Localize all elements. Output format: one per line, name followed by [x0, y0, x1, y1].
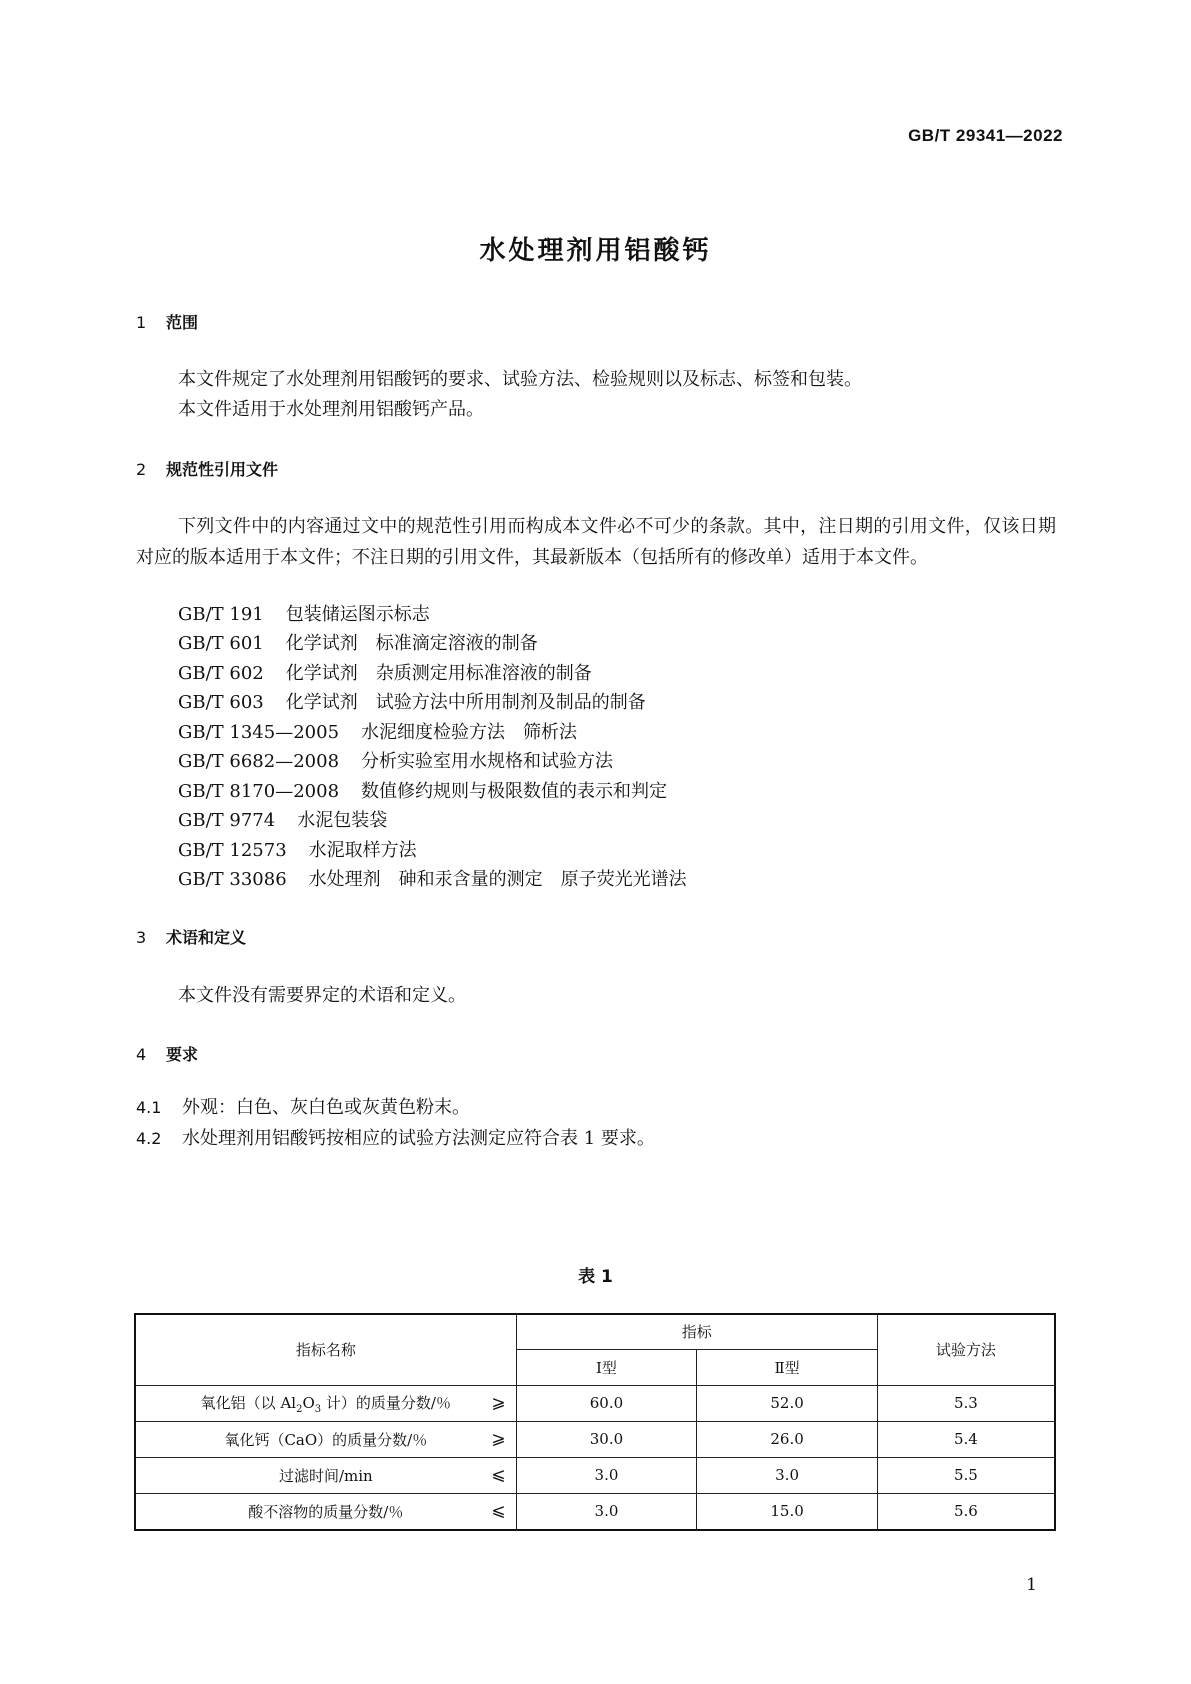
page-number: 1	[1026, 1575, 1037, 1595]
clause-4-1	[136, 1093, 470, 1119]
reference-title: 水泥包装袋	[297, 810, 388, 831]
reference-item	[178, 865, 687, 891]
reference-item	[178, 629, 538, 655]
reference-code: GB/T 6682—2008	[178, 751, 340, 772]
reference-code: GB/T 191	[178, 604, 264, 625]
section-4-heading	[136, 1042, 198, 1065]
section-2-intro: 下列文件中的内容通过文中的规范性引用而构成本文件必不可少的条款。其中，注日期的引用文件，仅该日期对应的版本适用于本文件；不注日期的引用文件，其最新版本（包括所有的修改单）适用于本文件。	[136, 516, 1056, 568]
test-method-ref: 5.6	[877, 1493, 1055, 1530]
reference-code: GB/T 8170—2008	[178, 781, 340, 802]
header-indicator: 指标	[516, 1314, 877, 1349]
reference-title: 水泥取样方法	[308, 840, 417, 861]
section-number: 1	[136, 313, 147, 332]
section-title: 要求	[166, 1045, 199, 1064]
section-title: 规范性引用文件	[166, 460, 279, 479]
requirements-table	[134, 1313, 1056, 1531]
section-1-paragraph-1: 本文件规定了水处理剂用铝酸钙的要求、试验方法、检验规则以及标志、标签和包装。	[178, 369, 862, 390]
indicator-name: 酸不溶物的质量分数/％ ⩽	[135, 1493, 516, 1530]
clause-4-2	[136, 1124, 655, 1150]
reference-code: GB/T 33086	[178, 869, 287, 890]
reference-code: GB/T 9774	[178, 810, 276, 831]
reference-title: 化学试剂 杂质测定用标准溶液的制备	[285, 663, 592, 684]
header-type-2: Ⅱ型	[697, 1349, 878, 1385]
reference-code: GB/T 12573	[178, 840, 287, 861]
reference-title: 分析实验室用水规格和试验方法	[361, 751, 614, 772]
reference-item	[178, 688, 646, 714]
section-number: 3	[136, 928, 147, 947]
test-method-ref: 5.3	[877, 1385, 1055, 1421]
header-type-1: Ⅰ型	[516, 1349, 697, 1385]
indicator-name: 氧化铝（以 $Al_2O_3$ 计）的质量分数/％ ⩾	[135, 1385, 516, 1421]
reference-item	[178, 747, 613, 773]
reference-title: 化学试剂 试验方法中所用制剂及制品的制备	[285, 692, 646, 713]
type-2-value: 52.0	[697, 1385, 878, 1421]
clause-text: 外观：白色、灰白色或灰黄色粉末。	[182, 1097, 470, 1118]
section-3-paragraph: 本文件没有需要界定的术语和定义。	[178, 985, 466, 1006]
table-row	[135, 1421, 1055, 1457]
reference-title: 水处理剂 砷和汞含量的测定 原子荧光光谱法	[308, 869, 687, 890]
comparison-sign: ⩾	[491, 1429, 506, 1449]
type-1-value: 60.0	[516, 1385, 697, 1421]
section-2-heading	[136, 457, 278, 480]
reference-code: GB/T 1345—2005	[178, 722, 340, 743]
reference-item	[178, 659, 592, 685]
reference-code: GB/T 602	[178, 663, 264, 684]
table-row	[135, 1457, 1055, 1493]
comparison-sign: ⩾	[491, 1393, 506, 1413]
test-method-ref: 5.4	[877, 1421, 1055, 1457]
clause-text: 水处理剂用铝酸钙按相应的试验方法测定应符合表 1 要求。	[182, 1128, 655, 1149]
reference-code: GB/T 601	[178, 633, 264, 654]
type-2-value: 15.0	[697, 1493, 878, 1530]
comparison-sign: ⩽	[491, 1465, 506, 1485]
section-number: 4	[136, 1045, 147, 1064]
section-number: 2	[136, 460, 147, 479]
test-method-ref: 5.5	[877, 1457, 1055, 1493]
reference-code: GB/T 603	[178, 692, 264, 713]
reference-title: 数值修约规则与极限数值的表示和判定	[361, 781, 668, 802]
table-row	[135, 1385, 1055, 1421]
header-test-method: 试验方法	[877, 1314, 1055, 1385]
reference-item	[178, 718, 577, 744]
section-3-heading	[136, 925, 246, 948]
type-1-value: 3.0	[516, 1457, 697, 1493]
reference-item	[178, 806, 387, 832]
indicator-name: 过滤时间/min ⩽	[135, 1457, 516, 1493]
document-title: 水处理剂用铝酸钙	[479, 236, 712, 266]
section-1-heading	[136, 310, 198, 333]
header-indicator-name: 指标名称	[135, 1314, 516, 1385]
type-2-value: 3.0	[697, 1457, 878, 1493]
reference-item	[178, 836, 417, 862]
reference-title: 水泥细度检验方法 筛析法	[361, 722, 578, 743]
section-1-paragraph-2: 本文件适用于水处理剂用铝酸钙产品。	[178, 399, 484, 420]
reference-title: 化学试剂 标准滴定溶液的制备	[285, 633, 538, 654]
section-title: 范围	[166, 313, 199, 332]
reference-item	[178, 777, 667, 803]
reference-title: 包装储运图示标志	[285, 604, 430, 625]
clause-number: 4.2	[136, 1129, 162, 1148]
type-1-value: 30.0	[516, 1421, 697, 1457]
clause-number: 4.1	[136, 1098, 162, 1117]
indicator-name: 氧化钙（CaO）的质量分数/％ ⩾	[135, 1421, 516, 1457]
table-row	[135, 1493, 1055, 1530]
comparison-sign: ⩽	[491, 1501, 506, 1521]
type-2-value: 26.0	[697, 1421, 878, 1457]
type-1-value: 3.0	[516, 1493, 697, 1530]
reference-item	[178, 600, 430, 626]
section-title: 术语和定义	[166, 928, 247, 947]
standard-code: GB/T 29341—2022	[908, 126, 1063, 145]
table-caption: 表 1	[578, 1267, 613, 1287]
